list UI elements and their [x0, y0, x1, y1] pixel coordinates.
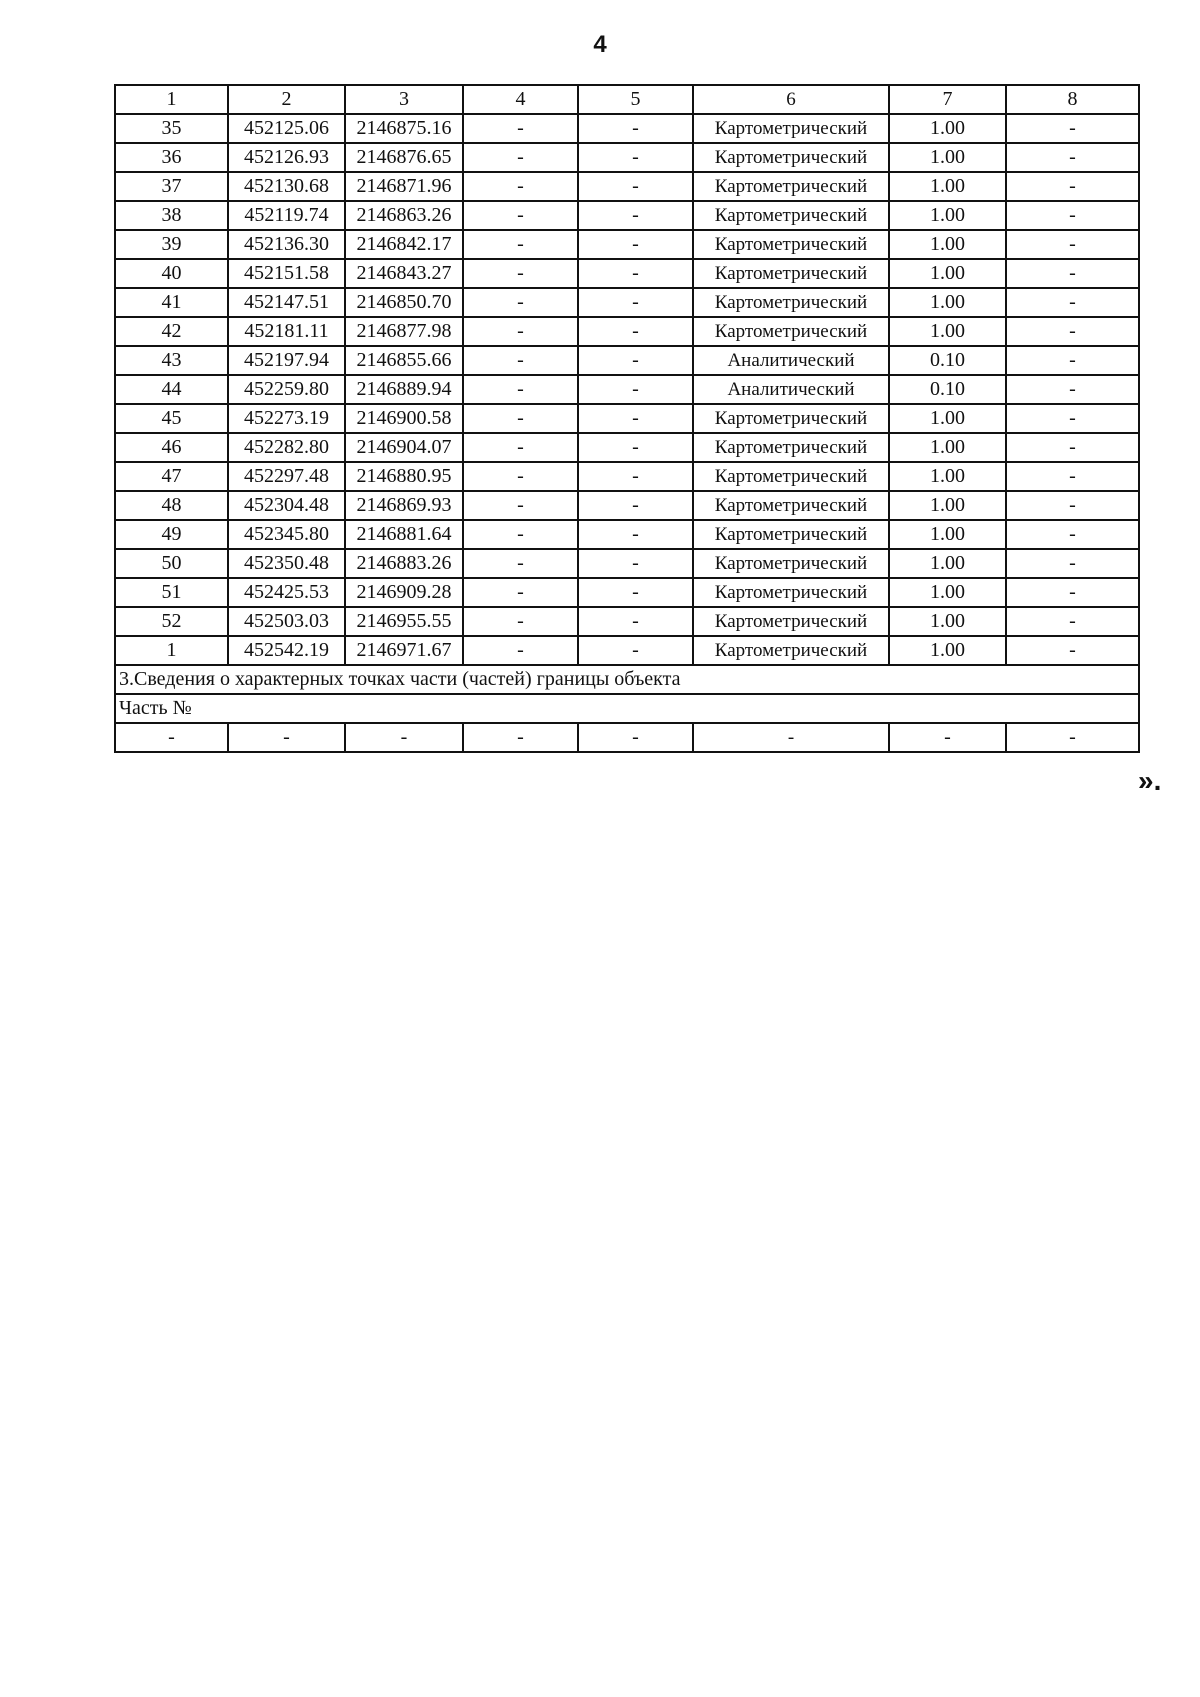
table-cell-col-5: - — [578, 114, 693, 143]
table-cell-col-3: 2146871.96 — [345, 172, 463, 201]
table-cell-col-3: 2146889.94 — [345, 375, 463, 404]
table-cell-col-1: 36 — [115, 143, 228, 172]
table-row — [115, 143, 1139, 172]
table-cell-col-3: 2146880.95 — [345, 462, 463, 491]
table-cell-col-3: 2146869.93 — [345, 491, 463, 520]
table-cell-col-6: Картометрический — [693, 636, 889, 665]
table-cell-col-6: Картометрический — [693, 230, 889, 259]
table-cell-col-7: 1.00 — [889, 578, 1006, 607]
table-cell-col-2: 452345.80 — [228, 520, 345, 549]
table-cell-col-2: 2 — [228, 85, 345, 114]
table-cell-col-5: - — [578, 433, 693, 462]
table-empty-row — [115, 723, 1139, 752]
table-cell-col-1: 47 — [115, 462, 228, 491]
page-number: 4 — [593, 31, 607, 58]
table-cell-col-1: 49 — [115, 520, 228, 549]
table-cell-col-3: 2146876.65 — [345, 143, 463, 172]
table-cell-col-7: 1.00 — [889, 549, 1006, 578]
table-cell-col-6: Картометрический — [693, 172, 889, 201]
table-cell-col-5: - — [578, 404, 693, 433]
table-cell-col-3: 2146855.66 — [345, 346, 463, 375]
table-cell-col-3: 2146955.55 — [345, 607, 463, 636]
table-cell-col-3: 2146900.58 — [345, 404, 463, 433]
table-cell-col-2: 452151.58 — [228, 259, 345, 288]
table-cell-col-2: 452126.93 — [228, 143, 345, 172]
table-cell-col-7: 7 — [889, 85, 1006, 114]
table-cell-col-8: - — [1006, 346, 1139, 375]
table-cell-col-5: - — [578, 143, 693, 172]
table-cell-col-2: 452304.48 — [228, 491, 345, 520]
table-cell-col-5: - — [578, 288, 693, 317]
table-cell-col-4: - — [463, 636, 578, 665]
table-cell-col-4: - — [463, 520, 578, 549]
table-cell-col-6: Картометрический — [693, 317, 889, 346]
table-cell-col-6: Картометрический — [693, 288, 889, 317]
table-cell-col-7: 1.00 — [889, 433, 1006, 462]
table-cell-col-4: 4 — [463, 85, 578, 114]
table-cell-col-1: 45 — [115, 404, 228, 433]
table-cell-col-4: - — [463, 288, 578, 317]
table-cell-col-5: - — [578, 636, 693, 665]
table-cell-col-8: - — [1006, 433, 1139, 462]
table-cell-col-2: 452273.19 — [228, 404, 345, 433]
table-row — [115, 607, 1139, 636]
table-cell-col-2: 452350.48 — [228, 549, 345, 578]
table-cell-col-7: 1.00 — [889, 259, 1006, 288]
table-cell-col-4: - — [463, 114, 578, 143]
table-cell-col-3: 2146877.98 — [345, 317, 463, 346]
table-cell-col-6: Аналитический — [693, 346, 889, 375]
table-cell-col-6: Картометрический — [693, 143, 889, 172]
table-header-row — [115, 85, 1139, 114]
table-cell-col-6: Картометрический — [693, 578, 889, 607]
table-cell-col-7: 1.00 — [889, 607, 1006, 636]
table-cell-col-7: 0.10 — [889, 346, 1006, 375]
table-cell-col-2: 452425.53 — [228, 578, 345, 607]
table-cell-col-4: - — [463, 491, 578, 520]
table-cell-col-7: 1.00 — [889, 462, 1006, 491]
table-cell-col-3: 2146904.07 — [345, 433, 463, 462]
table-cell-col-4: - — [463, 607, 578, 636]
table-cell-col-2: 452282.80 — [228, 433, 345, 462]
table-row — [115, 230, 1139, 259]
table-cell-col-3: 2146842.17 — [345, 230, 463, 259]
table-cell-col-1: 48 — [115, 491, 228, 520]
table-cell-col-1: 35 — [115, 114, 228, 143]
table-cell-col-8: - — [1006, 317, 1139, 346]
table-row — [115, 462, 1139, 491]
table-cell-col-1: 40 — [115, 259, 228, 288]
boundary-points-table — [114, 84, 1140, 753]
table-row — [115, 346, 1139, 375]
table-cell-col-7: 1.00 — [889, 114, 1006, 143]
table-cell-col-5: - — [578, 578, 693, 607]
section-title: 3.Сведения о характерных точках части (частей) границы объекта — [115, 665, 1139, 694]
table-cell-col-8: - — [1006, 549, 1139, 578]
table-cell-col-2: 452197.94 — [228, 346, 345, 375]
table-cell-col-1: 46 — [115, 433, 228, 462]
table-cell-col-4: - — [463, 578, 578, 607]
table-cell-col-5: - — [578, 549, 693, 578]
table-cell-col-3: 2146881.64 — [345, 520, 463, 549]
table-cell-col-1: 41 — [115, 288, 228, 317]
table-cell-col-8: - — [1006, 288, 1139, 317]
table-cell-col-4: - — [463, 317, 578, 346]
table-cell-col-2: 452136.30 — [228, 230, 345, 259]
table-cell-col-8: - — [1006, 230, 1139, 259]
table-cell-col-5: 5 — [578, 85, 693, 114]
table-cell-col-7: 1.00 — [889, 201, 1006, 230]
table-row — [115, 636, 1139, 665]
table-cell-col-3: 2146971.67 — [345, 636, 463, 665]
table-cell-col-6: Картометрический — [693, 259, 889, 288]
table-cell-col-5: - — [578, 462, 693, 491]
table-cell-col-8: - — [1006, 520, 1139, 549]
table-cell-col-2: 452503.03 — [228, 607, 345, 636]
table-cell-col-6: Картометрический — [693, 201, 889, 230]
table-cell-col-2: 452147.51 — [228, 288, 345, 317]
table-cell-col-4: - — [463, 259, 578, 288]
table-cell-col-4: - — [463, 143, 578, 172]
table-row — [115, 491, 1139, 520]
closing-quote-mark: ». — [1138, 765, 1162, 796]
table-cell-col-6: Аналитический — [693, 375, 889, 404]
table-cell-col-6: Картометрический — [693, 491, 889, 520]
table-cell-col-7: 1.00 — [889, 172, 1006, 201]
table-cell-col-5: - — [578, 520, 693, 549]
table-cell-col-8: - — [1006, 172, 1139, 201]
table-cell-col-2: 452297.48 — [228, 462, 345, 491]
table-cell-col-5: - — [578, 259, 693, 288]
table-cell-col-7: 1.00 — [889, 288, 1006, 317]
table-cell-col-1: 43 — [115, 346, 228, 375]
table-cell-col-4: - — [463, 230, 578, 259]
table-cell-col-7: 1.00 — [889, 317, 1006, 346]
table-body — [115, 85, 1139, 752]
table-cell-col-6: Картометрический — [693, 520, 889, 549]
table-cell-col-5: - — [578, 201, 693, 230]
table-cell-col-5: - — [578, 317, 693, 346]
table-cell-col-5: - — [578, 607, 693, 636]
table-cell-col-1: 38 — [115, 201, 228, 230]
table-cell-col-4: - — [463, 404, 578, 433]
table-cell-col-1: 39 — [115, 230, 228, 259]
table-row — [115, 549, 1139, 578]
table-cell-col-1: 37 — [115, 172, 228, 201]
table-cell-col-8: - — [1006, 143, 1139, 172]
table-row — [115, 404, 1139, 433]
table-cell-col-4: - — [463, 433, 578, 462]
table-cell-col-4: - — [463, 723, 578, 752]
table-cell-col-1: 51 — [115, 578, 228, 607]
table-cell-col-7: 1.00 — [889, 491, 1006, 520]
table-cell-col-8: 8 — [1006, 85, 1139, 114]
table-cell-col-6: Картометрический — [693, 607, 889, 636]
table-cell-col-7: 1.00 — [889, 636, 1006, 665]
table-cell-col-2: 452259.80 — [228, 375, 345, 404]
table-cell-col-6: Картометрический — [693, 114, 889, 143]
table-cell-col-5: - — [578, 375, 693, 404]
table-cell-col-6: Картометрический — [693, 404, 889, 433]
table-cell-col-2: 452542.19 — [228, 636, 345, 665]
table-cell-col-7: 1.00 — [889, 230, 1006, 259]
table-cell-col-8: - — [1006, 491, 1139, 520]
table-cell-col-6: Картометрический — [693, 433, 889, 462]
table-cell-col-5: - — [578, 230, 693, 259]
table-cell-col-7: 1.00 — [889, 143, 1006, 172]
table-cell-col-2: 452125.06 — [228, 114, 345, 143]
table-cell-col-5: - — [578, 723, 693, 752]
table-cell-col-5: - — [578, 346, 693, 375]
table-row — [115, 288, 1139, 317]
table-row — [115, 114, 1139, 143]
table-cell-col-4: - — [463, 201, 578, 230]
table-cell-col-8: - — [1006, 462, 1139, 491]
table-cell-col-6: - — [693, 723, 889, 752]
table-cell-col-4: - — [463, 462, 578, 491]
table-cell-col-2: 452181.11 — [228, 317, 345, 346]
table-row — [115, 172, 1139, 201]
table-cell-col-3: 2146883.26 — [345, 549, 463, 578]
table-cell-col-3: 2146843.27 — [345, 259, 463, 288]
part-label-row — [115, 694, 1139, 723]
table-cell-col-4: - — [463, 346, 578, 375]
table-cell-col-8: - — [1006, 375, 1139, 404]
table-row — [115, 578, 1139, 607]
table-cell-col-1: 1 — [115, 85, 228, 114]
table-cell-col-5: - — [578, 172, 693, 201]
table-cell-col-6: Картометрический — [693, 462, 889, 491]
table-cell-col-8: - — [1006, 578, 1139, 607]
table-cell-col-8: - — [1006, 636, 1139, 665]
table-cell-col-8: - — [1006, 723, 1139, 752]
table-cell-col-1: 52 — [115, 607, 228, 636]
table-cell-col-7: - — [889, 723, 1006, 752]
table-cell-col-1: - — [115, 723, 228, 752]
table-row — [115, 201, 1139, 230]
table-cell-col-1: 44 — [115, 375, 228, 404]
table-cell-col-2: 452130.68 — [228, 172, 345, 201]
table-cell-col-8: - — [1006, 259, 1139, 288]
table-cell-col-2: 452119.74 — [228, 201, 345, 230]
table-cell-col-3: 2146850.70 — [345, 288, 463, 317]
table-cell-col-7: 0.10 — [889, 375, 1006, 404]
table-row — [115, 520, 1139, 549]
table-cell-col-4: - — [463, 375, 578, 404]
table-cell-col-7: 1.00 — [889, 404, 1006, 433]
table-cell-col-8: - — [1006, 607, 1139, 636]
table-cell-col-4: - — [463, 549, 578, 578]
table-cell-col-8: - — [1006, 404, 1139, 433]
table-cell-col-1: 42 — [115, 317, 228, 346]
table-row — [115, 375, 1139, 404]
section-title-row — [115, 665, 1139, 694]
table-cell-col-2: - — [228, 723, 345, 752]
table-cell-col-8: - — [1006, 201, 1139, 230]
table-cell-col-3: - — [345, 723, 463, 752]
table-cell-col-5: - — [578, 491, 693, 520]
table-cell-col-4: - — [463, 172, 578, 201]
table-cell-col-1: 1 — [115, 636, 228, 665]
table-cell-col-3: 3 — [345, 85, 463, 114]
table-cell-col-7: 1.00 — [889, 520, 1006, 549]
table-cell-col-3: 2146863.26 — [345, 201, 463, 230]
table-cell-col-8: - — [1006, 114, 1139, 143]
part-label: Часть № — [115, 694, 1139, 723]
table-cell-col-1: 50 — [115, 549, 228, 578]
table-row — [115, 317, 1139, 346]
table-cell-col-6: 6 — [693, 85, 889, 114]
table-cell-col-3: 2146909.28 — [345, 578, 463, 607]
table-row — [115, 433, 1139, 462]
table-row — [115, 259, 1139, 288]
table-cell-col-6: Картометрический — [693, 549, 889, 578]
table-cell-col-3: 2146875.16 — [345, 114, 463, 143]
